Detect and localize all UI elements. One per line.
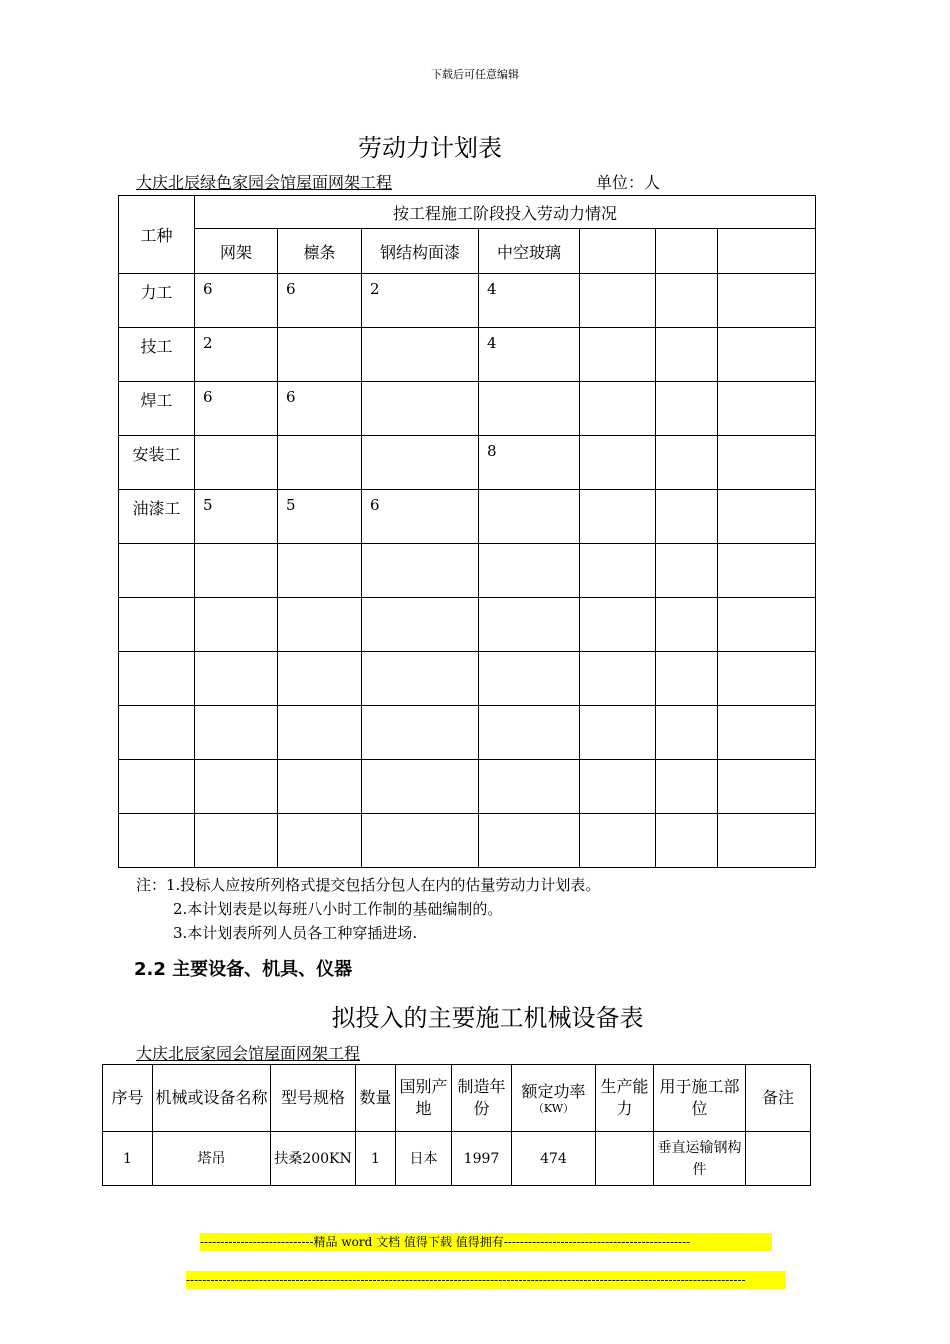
cell-capacity — [596, 1132, 654, 1186]
value-cell — [580, 490, 656, 544]
value-cell — [479, 706, 580, 760]
stage-header — [656, 229, 718, 274]
value-cell — [195, 598, 278, 652]
value-cell — [278, 436, 362, 490]
value-cell: 4 — [479, 274, 580, 328]
cell-year: 1997 — [452, 1132, 512, 1186]
header-usage: 用于施工部位 — [654, 1065, 746, 1132]
value-cell — [278, 598, 362, 652]
footer-dash-line: ------------------------------------------------------------------------------------------------------------------------------------------ — [186, 1271, 786, 1289]
stage-header — [580, 229, 656, 274]
labor-project-name: 大庆北辰绿色家园会馆屋面网架工程 — [136, 173, 393, 192]
header-year: 制造年份 — [452, 1065, 512, 1132]
header-origin: 国别产地 — [396, 1065, 452, 1132]
stage-header-row — [119, 229, 816, 274]
table-row — [119, 328, 816, 382]
table-row — [119, 760, 816, 814]
value-cell — [362, 652, 479, 706]
value-cell: 8 — [479, 436, 580, 490]
kind-cell: 技工 — [119, 328, 195, 382]
table-row — [119, 436, 816, 490]
value-cell — [580, 706, 656, 760]
note-1: 注：1.投标人应按所列格式提交包括分包人在内的估量劳动力计划表。 — [136, 876, 601, 894]
value-cell: 6 — [278, 382, 362, 436]
value-cell — [479, 814, 580, 868]
header-remark: 备注 — [746, 1065, 811, 1132]
stage-header: 钢结构面漆 — [362, 229, 479, 274]
cell-power: 474 — [512, 1132, 596, 1186]
table-row — [103, 1132, 811, 1186]
kind-cell — [119, 814, 195, 868]
value-cell — [718, 436, 816, 490]
value-cell — [362, 544, 479, 598]
kind-header: 工种 — [119, 196, 195, 274]
table-row — [119, 814, 816, 868]
header-qty: 数量 — [356, 1065, 396, 1132]
kind-cell — [119, 706, 195, 760]
value-cell — [362, 760, 479, 814]
value-cell: 6 — [278, 274, 362, 328]
value-cell — [479, 544, 580, 598]
value-cell — [195, 544, 278, 598]
value-cell: 4 — [479, 328, 580, 382]
table-row — [119, 274, 816, 328]
cell-usage: 垂直运输钢构件 — [654, 1132, 746, 1186]
value-cell — [656, 328, 718, 382]
header-power-label: 额定功率 — [521, 1082, 586, 1101]
cell-remark — [746, 1132, 811, 1186]
header-model: 型号规格 — [271, 1065, 356, 1132]
table-row — [119, 598, 816, 652]
value-cell — [362, 382, 479, 436]
kind-cell: 焊工 — [119, 382, 195, 436]
labor-unit: 单位：人 — [596, 173, 661, 192]
labor-plan-table — [118, 195, 816, 868]
value-cell — [718, 490, 816, 544]
table-row — [119, 706, 816, 760]
value-cell — [580, 274, 656, 328]
value-cell — [195, 436, 278, 490]
value-cell — [479, 382, 580, 436]
value-cell — [656, 382, 718, 436]
value-cell — [718, 760, 816, 814]
header-no: 序号 — [103, 1065, 153, 1132]
value-cell — [580, 598, 656, 652]
table-row — [119, 490, 816, 544]
value-cell — [656, 652, 718, 706]
value-cell — [580, 814, 656, 868]
value-cell: 5 — [195, 490, 278, 544]
equipment-project-name: 大庆北辰家园会馆屋面网架工程 — [136, 1044, 361, 1063]
cell-no: 1 — [103, 1132, 153, 1186]
value-cell — [362, 706, 479, 760]
header-capacity: 生产能力 — [596, 1065, 654, 1132]
value-cell: 2 — [195, 328, 278, 382]
kind-cell — [119, 760, 195, 814]
value-cell — [278, 760, 362, 814]
table-row — [119, 382, 816, 436]
value-cell — [718, 652, 816, 706]
value-cell — [580, 652, 656, 706]
notes — [136, 873, 600, 945]
cell-qty: 1 — [356, 1132, 396, 1186]
kind-cell — [119, 598, 195, 652]
value-cell — [195, 706, 278, 760]
kind-cell: 力工 — [119, 274, 195, 328]
note-3: 3.本计划表所列人员各工种穿插进场. — [173, 924, 418, 942]
header-name: 机械或设备名称 — [153, 1065, 271, 1132]
kind-cell — [119, 652, 195, 706]
value-cell — [479, 652, 580, 706]
value-cell — [718, 598, 816, 652]
value-cell: 6 — [362, 490, 479, 544]
equipment-table — [102, 1064, 811, 1186]
value-cell: 6 — [195, 382, 278, 436]
value-cell — [278, 814, 362, 868]
value-cell — [362, 814, 479, 868]
value-cell: 2 — [362, 274, 479, 328]
value-cell — [580, 544, 656, 598]
value-cell — [278, 544, 362, 598]
value-cell — [580, 436, 656, 490]
value-cell — [195, 652, 278, 706]
value-cell — [656, 544, 718, 598]
cell-model: 扶桑200KN — [271, 1132, 356, 1186]
value-cell: 6 — [195, 274, 278, 328]
value-cell — [479, 760, 580, 814]
kind-cell: 油漆工 — [119, 490, 195, 544]
value-cell: 5 — [278, 490, 362, 544]
value-cell — [718, 382, 816, 436]
equipment-table-title: 拟投入的主要施工机械设备表 — [331, 1004, 644, 1032]
kind-cell — [119, 544, 195, 598]
labor-table-title: 劳动力计划表 — [358, 134, 502, 162]
value-cell — [278, 706, 362, 760]
value-cell — [656, 598, 718, 652]
value-cell — [656, 760, 718, 814]
stage-header: 檩条 — [278, 229, 362, 274]
table-row — [119, 652, 816, 706]
value-cell — [362, 436, 479, 490]
value-cell — [195, 760, 278, 814]
kind-cell: 安装工 — [119, 436, 195, 490]
value-cell — [656, 706, 718, 760]
value-cell — [718, 328, 816, 382]
value-cell — [195, 814, 278, 868]
header-note: 下载后可任意编辑 — [431, 68, 519, 81]
value-cell — [718, 274, 816, 328]
cell-name: 塔吊 — [153, 1132, 271, 1186]
value-cell — [656, 274, 718, 328]
stage-header — [718, 229, 816, 274]
value-cell — [718, 706, 816, 760]
value-cell — [656, 436, 718, 490]
value-cell — [580, 328, 656, 382]
value-cell — [362, 598, 479, 652]
value-cell — [656, 814, 718, 868]
value-cell — [718, 544, 816, 598]
stage-header: 网架 — [195, 229, 278, 274]
value-cell — [656, 490, 718, 544]
value-cell — [362, 328, 479, 382]
value-cell — [278, 652, 362, 706]
value-cell — [580, 382, 656, 436]
header-power-unit: （KW） — [532, 1102, 575, 1115]
value-cell — [479, 490, 580, 544]
footer-banner: ----------------------------精品 word 文档 值得下载 值得拥有---------------------------------------------- — [200, 1233, 772, 1251]
value-cell — [479, 598, 580, 652]
table-row — [119, 544, 816, 598]
value-cell — [278, 328, 362, 382]
section-heading: 2.2 主要设备、机具、仪器 — [134, 959, 353, 980]
stage-header: 中空玻璃 — [479, 229, 580, 274]
cell-origin: 日本 — [396, 1132, 452, 1186]
value-cell — [718, 814, 816, 868]
note-2: 2.本计划表是以每班八小时工作制的基础编制的。 — [173, 900, 503, 918]
stage-group-header: 按工程施工阶段投入劳动力情况 — [195, 196, 816, 229]
value-cell — [580, 760, 656, 814]
header-power — [512, 1065, 596, 1132]
